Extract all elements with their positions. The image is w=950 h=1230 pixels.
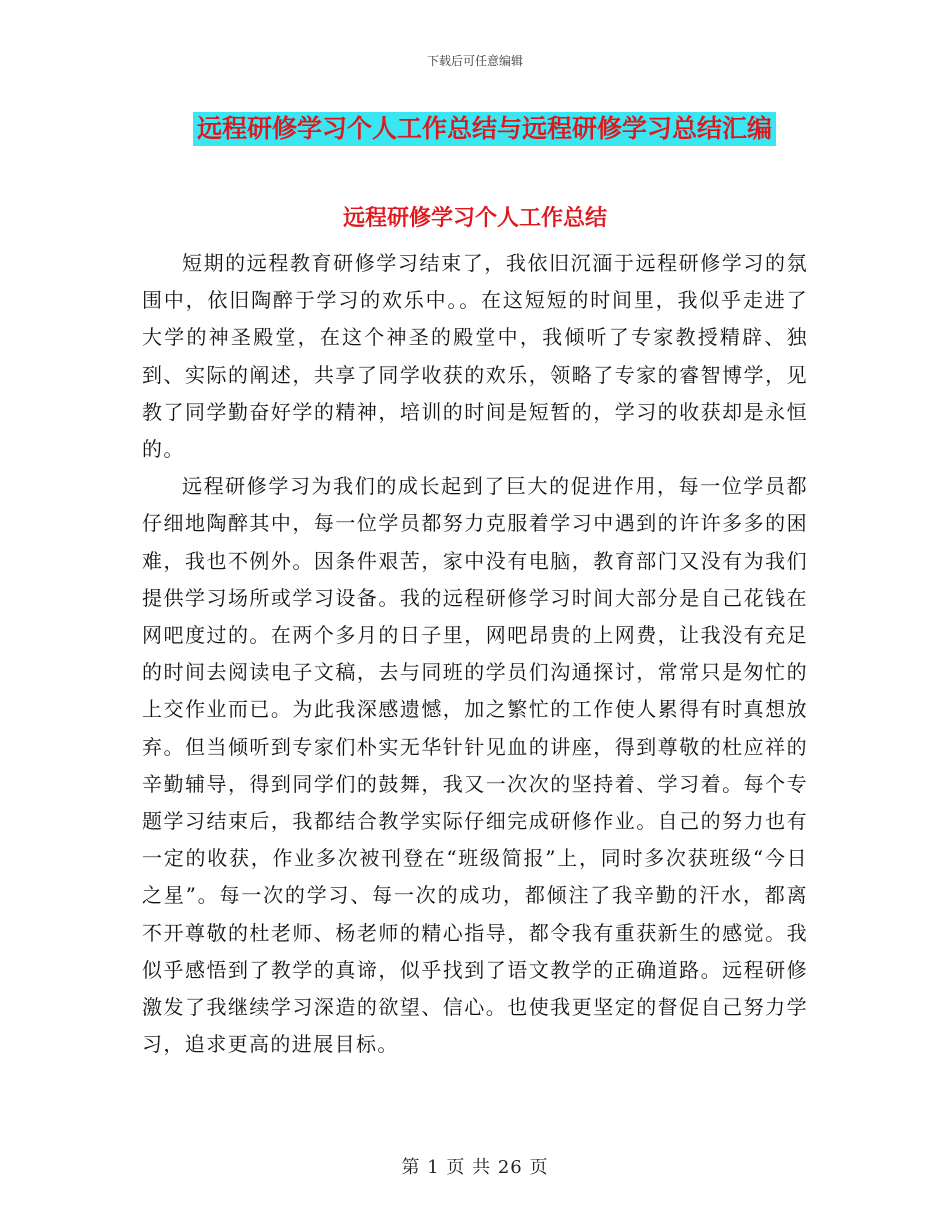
- body-paragraph-1: 短期的远程教育研修学习结束了，我依旧沉湎于远程研修学习的氛围中，依旧陶醉于学习的欢乐中。。在这短短的时间里，我似乎走进了大学的神圣殿堂，在这个神圣的殿堂中，我倾听了专家教授精辟、独到、实际的阐述，共享了同学收获的欢乐，领略了专家的睿智博学，见教了同学勤奋好学的精神，培训的时间是短暂的，学习的收获却是永恒的。: [142, 251, 808, 462]
- document-main-title: 远程研修学习个人工作总结与远程研修学习总结汇编: [193, 112, 776, 146]
- section-title: 远程研修学习个人工作总结: [342, 206, 607, 231]
- page-header-note: 下载后可任意编辑: [426, 54, 523, 68]
- document-body: [142, 245, 808, 1063]
- page-number-footer: 第 1 页 共 26 页: [401, 1157, 549, 1178]
- body-paragraph-2: 远程研修学习为我们的成长起到了巨大的促进作用，每一位学员都仔细地陶醉其中，每一位学员都努力克服着学习中遇到的许许多多的困难，我也不例外。因条件艰苦，家中没有电脑，教育部门又没有为我们提供学习场所或学习设备。我的远程研修学习时间大部分是自己花钱在网吧度过的。在两个多月的日子里，网吧昂贵的上网费，让我没有充足的时间去阅读电子文稿，去与同班的学员们沟通探讨，常常只是匆忙的上交作业而已。为此我深感遗憾，加之繁忙的工作使人累得有时真想放弃。但当倾听到专家们朴实无华针针见血的讲座，得到尊敬的杜应祥的辛勤辅导，得到同学们的鼓舞，我又一次次的坚持着、学习着。每个专题学习结束后，我都结合教学实际仔细完成研修作业。自己的努力也有一定的收获，作业多次被刊登在“班级简报”上，同时多次获班级“今日之星”。每一次的学习、每一次的成功，都倾注了我辛勤的汗水，都离不开尊敬的杜老师、杨老师的精心指导，都令我有重获新生的感觉。我似乎感悟到了教学的真谛，似乎找到了语文教学的正确道路。远程研修激发了我继续学习深造的欲望、信心。也使我更坚定的督促自己努力学习，追求更高的进展目标。: [142, 474, 808, 1057]
